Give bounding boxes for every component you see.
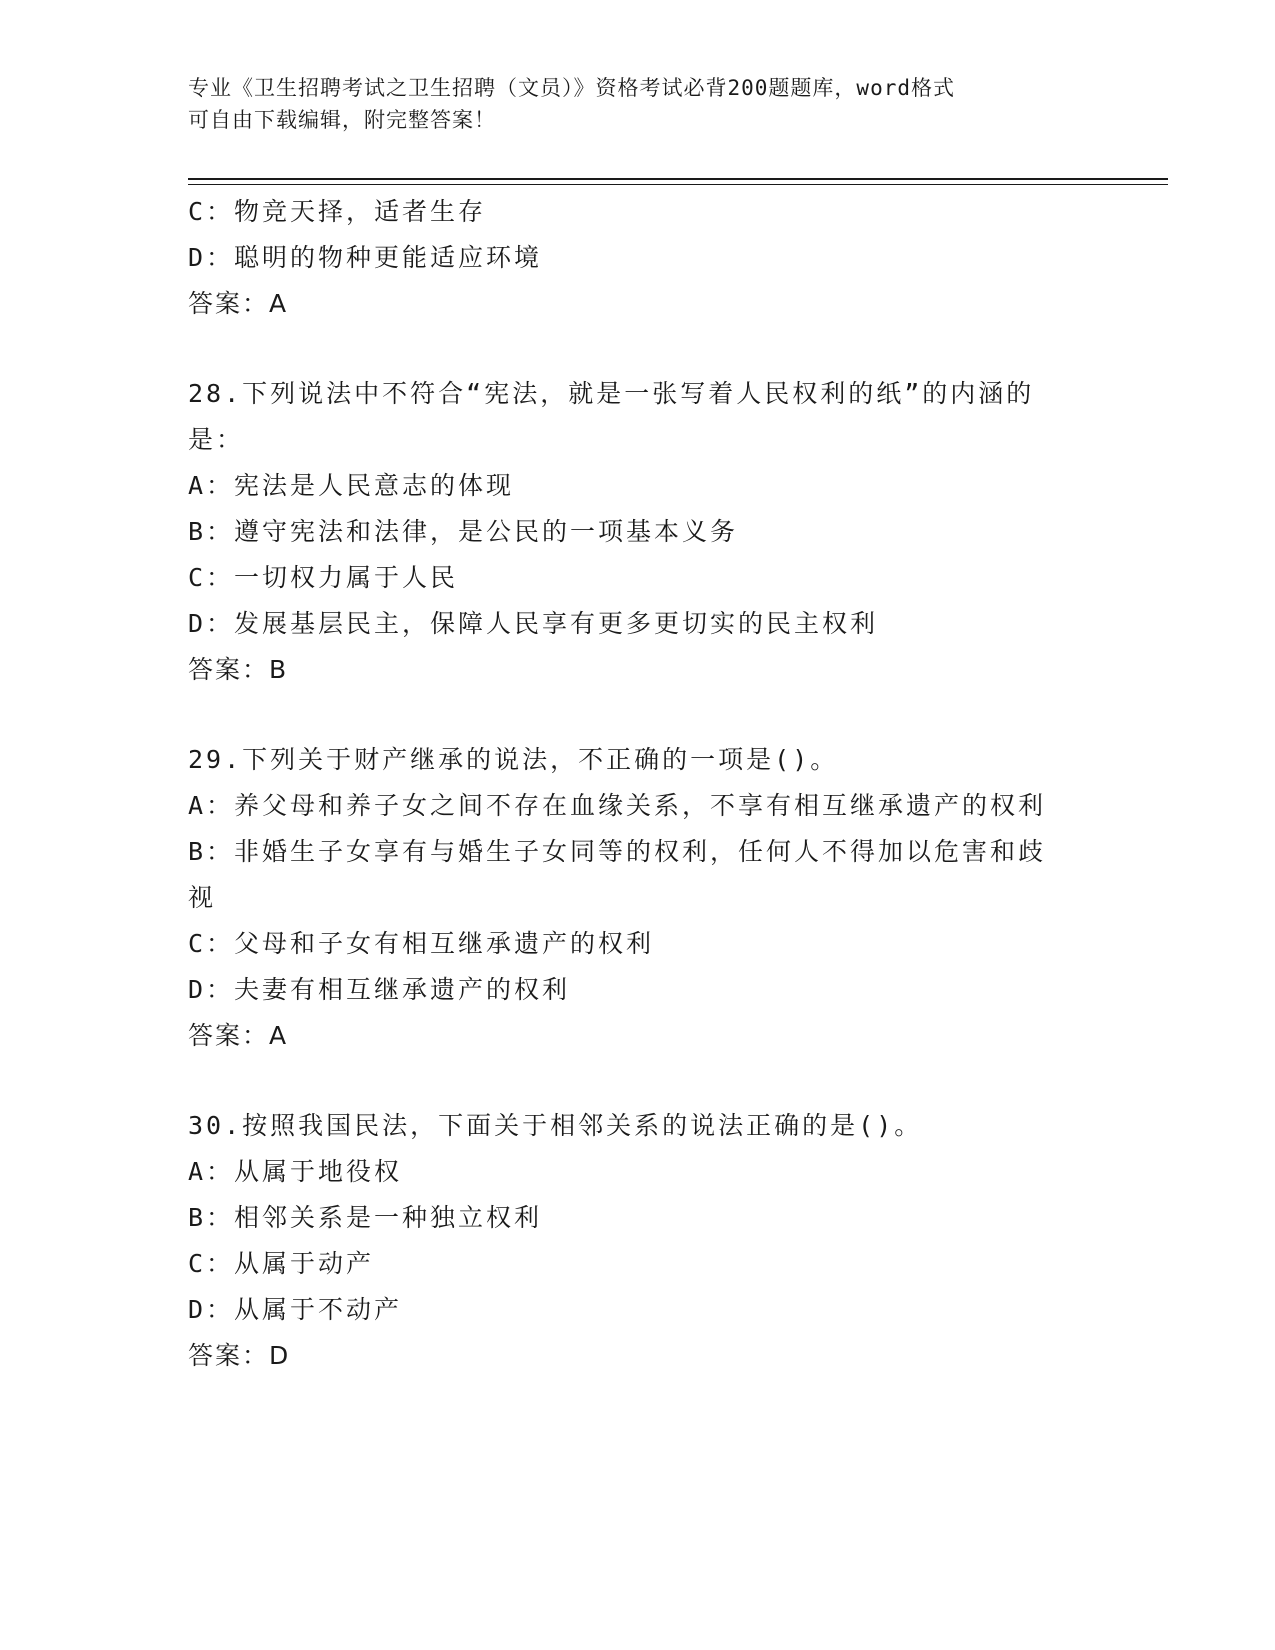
option-d: D：夫妻有相互继承遗产的权利 [188, 975, 571, 1004]
option-d: D：发展基层民主，保障人民享有更多更切实的民主权利 [188, 609, 879, 638]
option-d: D：从属于不动产 [188, 1295, 403, 1324]
answer-line: 答案：D [188, 1341, 291, 1370]
option-b: B：相邻关系是一种独立权利 [188, 1203, 543, 1232]
option-c: C：物竞天择，适者生存 [188, 197, 487, 226]
question-28 [188, 371, 1088, 693]
header-divider-thin [188, 184, 1168, 185]
option-a: A：从属于地役权 [188, 1157, 403, 1186]
option-c: C：一切权力属于人民 [188, 563, 459, 592]
question-29 [188, 737, 1088, 1059]
question-stem-continued: 是： [188, 425, 245, 454]
option-b: B：遵守宪法和法律，是公民的一项基本义务 [188, 517, 739, 546]
previous-question-tail [188, 189, 1088, 327]
option-c: C：从属于动产 [188, 1249, 375, 1278]
question-30 [188, 1103, 1088, 1379]
question-stem: 29.下列关于财产继承的说法，不正确的一项是()。 [188, 745, 839, 774]
header-line-1: 专业《卫生招聘考试之卫生招聘（文员）》资格考试必背200题题库，word格式 [188, 76, 955, 100]
option-d: D：聪明的物种更能适应环境 [188, 243, 543, 272]
option-b-continued: 视 [188, 883, 217, 912]
answer-line: 答案：A [188, 289, 289, 318]
question-stem: 30.按照我国民法，下面关于相邻关系的说法正确的是()。 [188, 1111, 923, 1140]
option-c: C：父母和子女有相互继承遗产的权利 [188, 929, 655, 958]
header-divider-thick [188, 178, 1168, 180]
page-header [188, 72, 1088, 136]
header-line-2: 可自由下载编辑，附完整答案！ [188, 108, 496, 132]
question-stem: 28.下列说法中不符合“宪法，就是一张写着人民权利的纸”的内涵的 [188, 379, 1035, 408]
answer-line: 答案：B [188, 655, 289, 684]
answer-line: 答案：A [188, 1021, 289, 1050]
document-body [188, 189, 1088, 1379]
option-a: A：宪法是人民意志的体现 [188, 471, 515, 500]
option-b: B：非婚生子女享有与婚生子女同等的权利，任何人不得加以危害和歧 [188, 837, 1047, 866]
option-a: A：养父母和养子女之间不存在血缘关系，不享有相互继承遗产的权利 [188, 791, 1047, 820]
